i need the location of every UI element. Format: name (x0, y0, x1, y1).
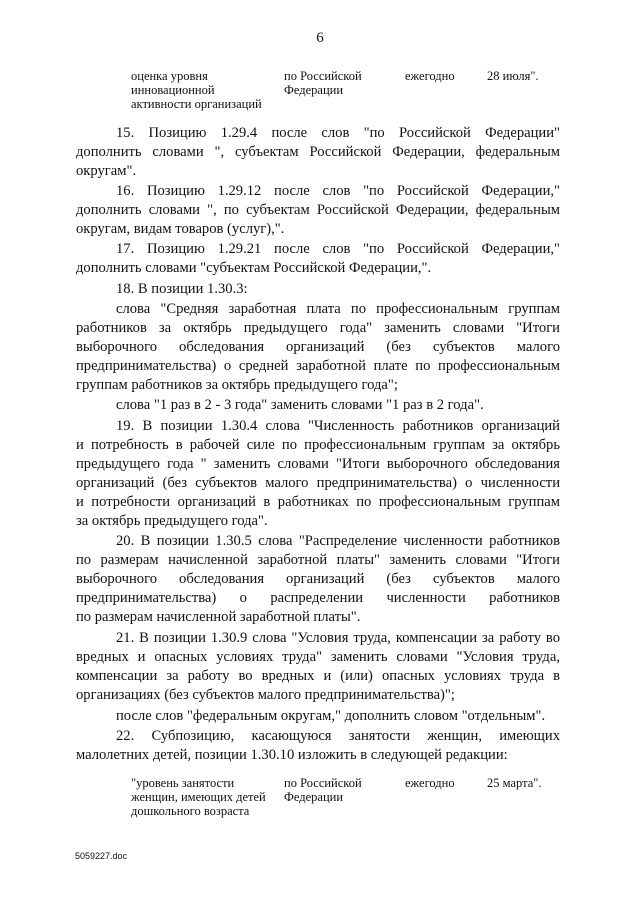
paragraph-20: 20. В позиции 1.30.5 слова "Распределение численности работников по размерам начисленной заработной платы" заменить словами "Итоги выборочного обследования организаций (без субъектов малого предпринимательства) о распределении численности работников по размерам начисленной заработной платы". (76, 533, 560, 625)
deadline-cell: 28 июля". (487, 69, 539, 83)
level-cell: по Российской Федерации (284, 69, 362, 97)
frequency-cell: ежегодно (405, 69, 455, 83)
paragraph-18: 18. В позиции 1.30.3: (116, 281, 248, 297)
frequency-cell: ежегодно (405, 776, 455, 790)
indicator-cell: "уровень занятости женщин, имеющих детей дошкольного возраста (131, 776, 266, 818)
paragraph-22: 22. Субпозицию, касающуюся занятости женщин, имеющих малолетних детей, позиции 1.30.10 изложить в следующей редакции: (76, 728, 560, 763)
paragraph-21: 21. В позиции 1.30.9 слова "Условия труда, компенсации за работу во вредных и опасных условиях труда" заменить словами "Условия труда, компенсации за работу во вредных и (или) опасных условиях труда в организациях (без субъектов малого предпринимательства)"; (76, 630, 560, 703)
indicator-cell: оценка уровня инновационной активности организаций (131, 69, 262, 111)
page-number: 6 (316, 30, 324, 46)
level-cell: по Российской Федерации (284, 776, 362, 804)
footer-filename: 5059227.doc (75, 851, 128, 861)
paragraph-18-frequency: слова "1 раз в 2 - 3 года" заменить словами "1 раз в 2 года". (116, 397, 484, 413)
paragraph-16: 16. Позицию 1.29.12 после слов "по Российской Федерации," дополнить словами ", по субъектам Российской Федерации, федеральным округам, видам товаров (услуг),". (76, 183, 560, 237)
paragraph-19: 19. В позиции 1.30.4 слова "Численность работников организаций и потребность в рабочей силе по профессиональным группам за октябрь предыдущего года " заменить словами "Итоги выборочного обследования организаций (без субъектов малого предпринимательства) о численности и потребности организаций в работниках по профессиональным группам за октябрь предыдущего года". (76, 418, 560, 529)
deadline-cell: 25 марта". (487, 776, 542, 790)
paragraph-18-words: слова "Средняя заработная плата по профессиональным группам работников за октябрь предыдущего года" заменить словами "Итоги выборочного обследования организаций (без субъектов малого предпринимательства) о средней заработной плате по профессиональным группам работников за октябрь предыдущего года"; (76, 301, 560, 393)
paragraph-15: 15. Позицию 1.29.4 после слов "по Российской Федерации" дополнить словами ", субъектам Российской Федерации, федеральным округам". (76, 125, 560, 179)
paragraph-21-addition: после слов "федеральным округам," дополнить словом "отдельным". (116, 708, 546, 724)
paragraph-17: 17. Позицию 1.29.21 после слов "по Российской Федерации," дополнить словами "субъектам Российской Федерации,". (76, 241, 560, 276)
